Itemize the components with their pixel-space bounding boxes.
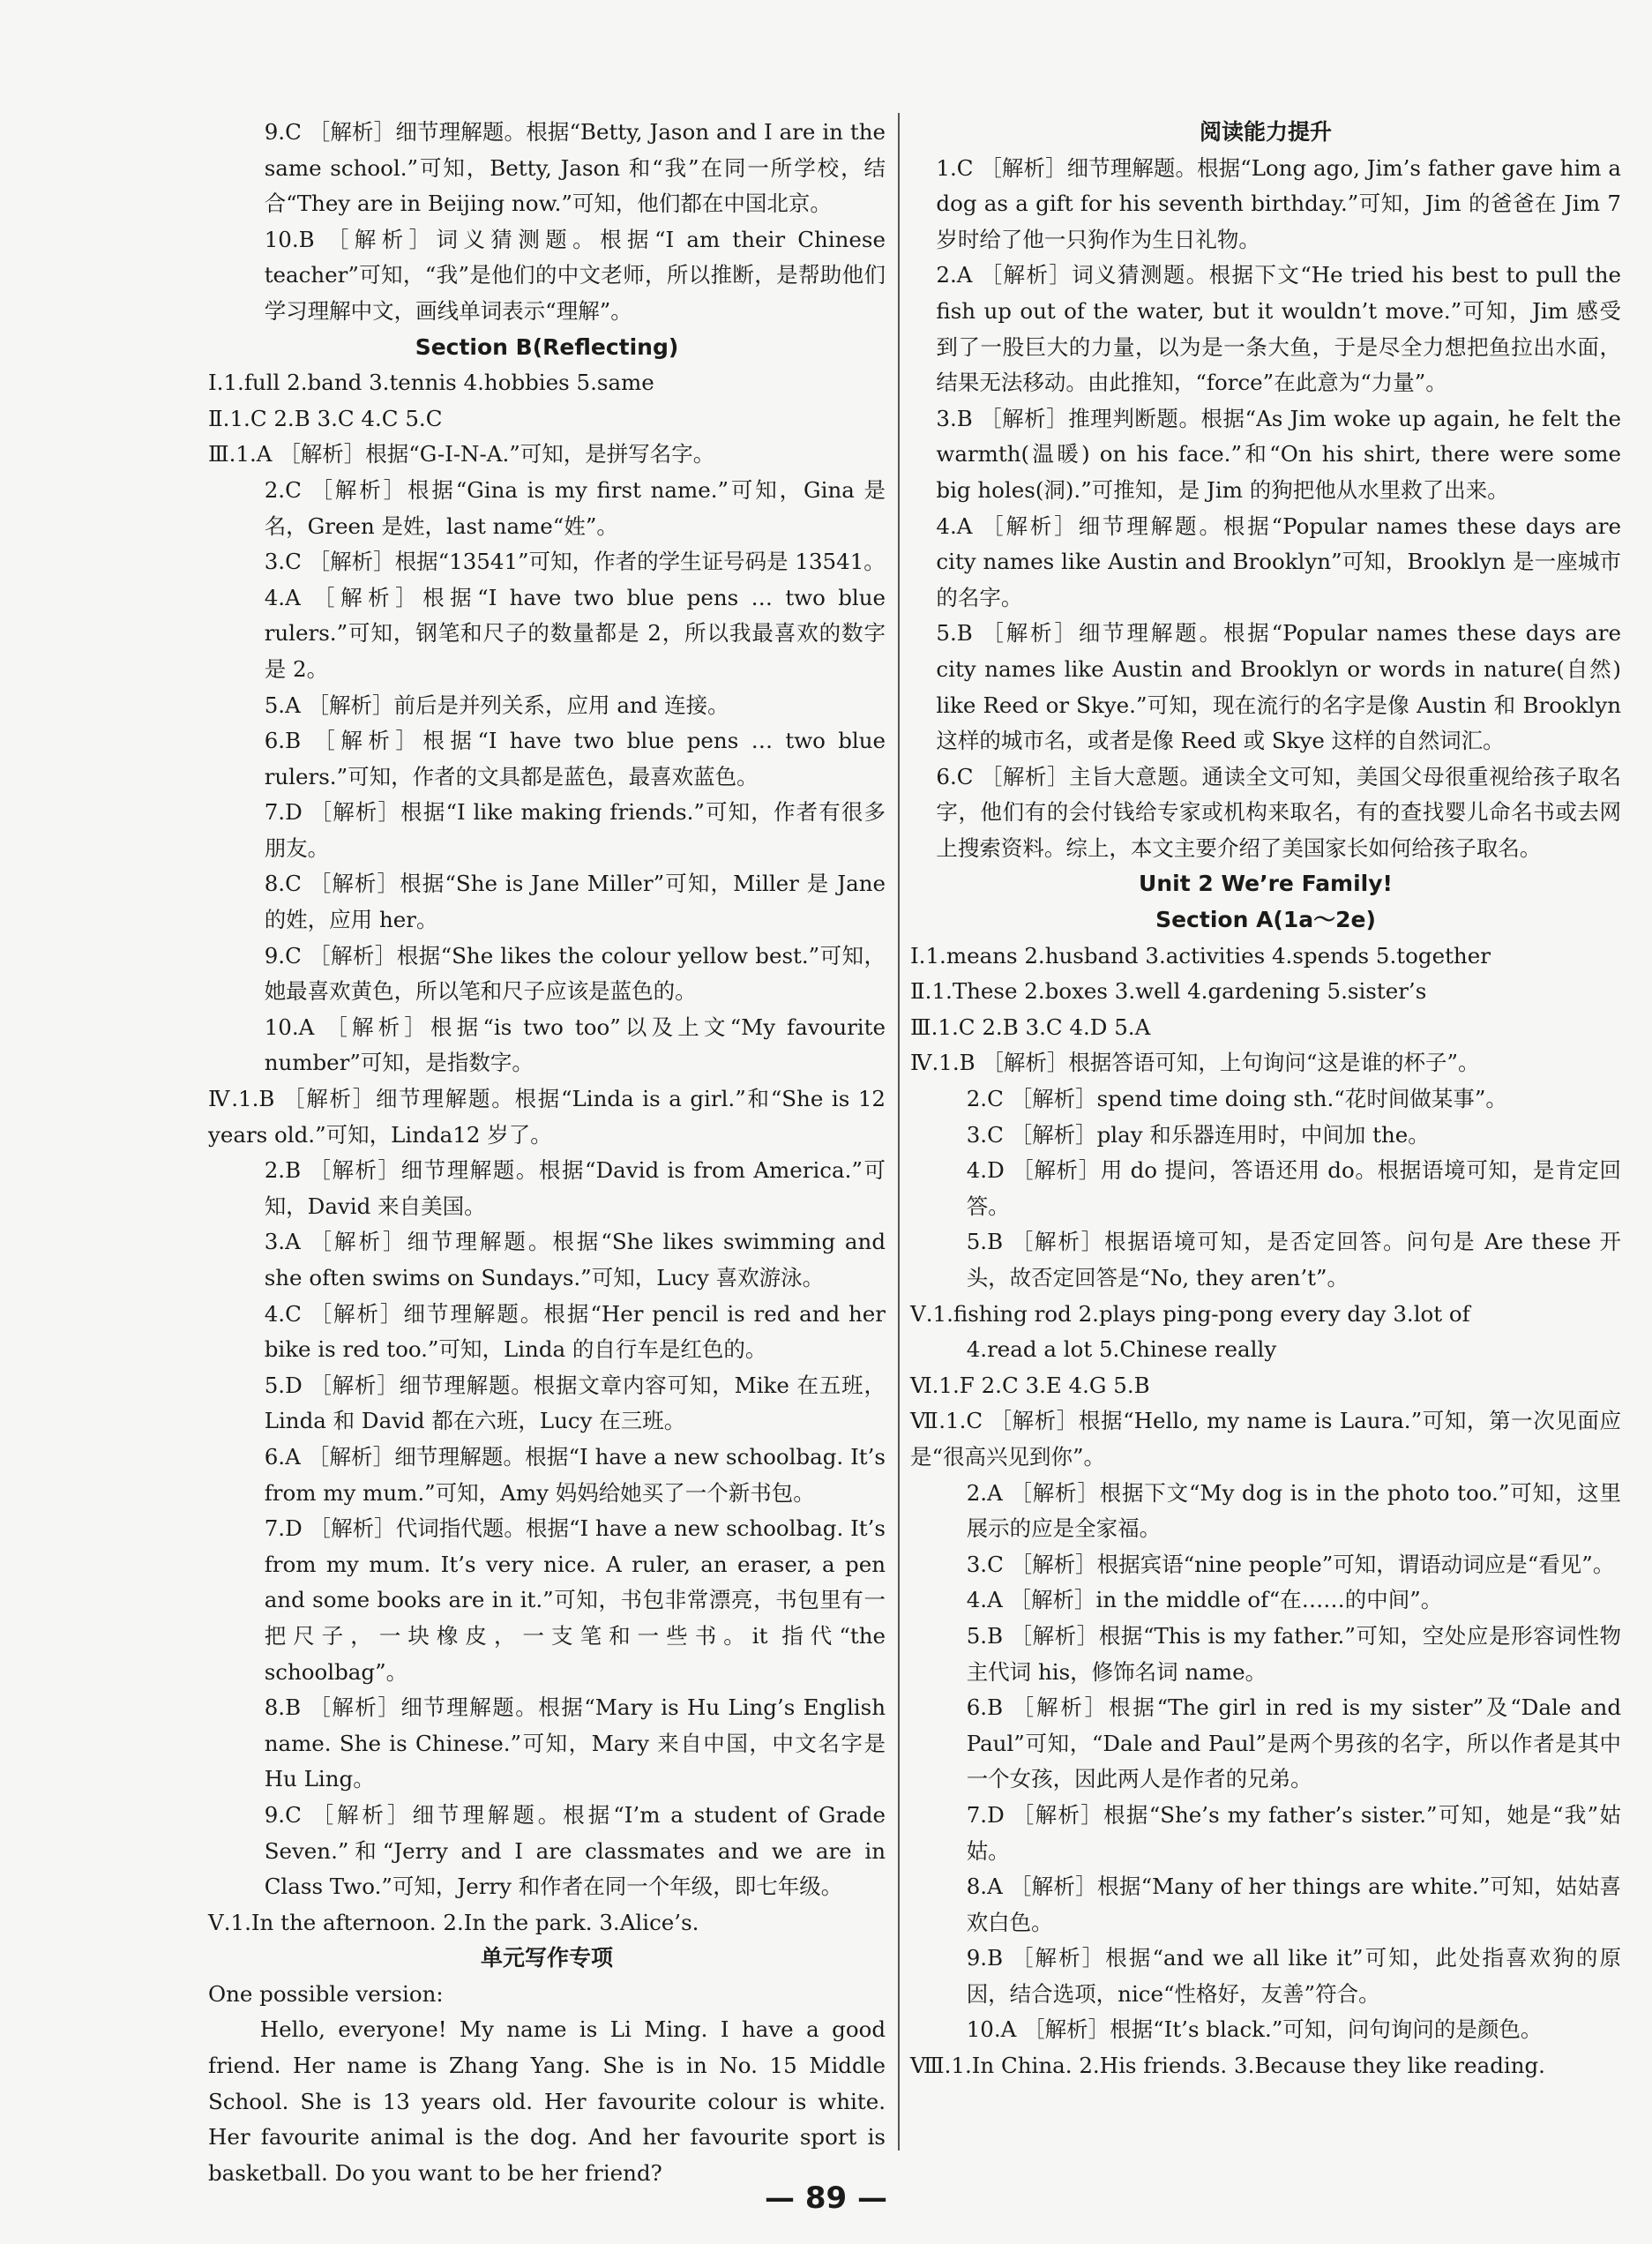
answer-paragraph: Ⅱ.1.C 2.B 3.C 4.C 5.C <box>208 405 443 431</box>
section-heading: Unit 2 We’re Family! <box>1139 871 1393 897</box>
answer-paragraph: 9.C ［解析］细节理解题。根据“I’m a student of Grade Seven.”和“Jerry and I are classmates and we are in Class Two.”可知，Jerry 和作者在同一个年级，即七年级。 <box>264 1801 886 1900</box>
answer-paragraph: Ⅴ.1.fishing rod 2.plays ping-pong every day 3.lot of <box>910 1300 1470 1327</box>
answer-paragraph: 6.B ［解析］根据“The girl in red is my sister”及“Dale and Paul”可知，“Dale and Paul”是两个男孩的名字，所以作者是其中一个女孩，因此两人是作者的兄弟。 <box>966 1694 1621 1792</box>
answer-paragraph: 4.A ［解析］细节理解题。根据“Popular names these days are city names like Austin and Brooklyn”可知，Brooklyn 是一座城市的名字。 <box>936 512 1621 610</box>
answer-paragraph: 7.D ［解析］代词指代题。根据“I have a new schoolbag. It’s from my mum. It’s very nice. A ruler, an eraser, a pen and some books are in it.”可知，书包非常漂亮，书包里有一把尺子，一块橡皮，一支笔和一些书。it 指代“the schoolbag”。 <box>264 1515 886 1685</box>
answer-paragraph: 3.A ［解析］细节理解题。根据“She likes swimming and she often swims on Sundays.”可知，Lucy 喜欢游泳。 <box>264 1229 886 1290</box>
answer-paragraph: 9.C ［解析］细节理解题。根据“Betty, Jason and I are in the same school.”可知，Betty, Jason 和“我”在同一所学校，结合“They are in Beijing now.”可知，他们都在中国北京。 <box>264 119 886 217</box>
answer-paragraph: 3.B ［解析］推理判断题。根据“As Jim woke up again, he felt the warmth(温暖) on his face.”和“On his shirt, there were some big holes(洞).”可推知，是 Jim 的狗把他从水里救了出来。 <box>936 405 1621 503</box>
answer-paragraph: Ⅲ.1.C 2.B 3.C 4.D 5.A <box>910 1014 1151 1040</box>
answer-paragraph: Hello, everyone! My name is Li Ming. I have a good friend. Her name is Zhang Yang. She is in No. 15 Middle School. She is 13 years old. Her favourite colour is white. Her favourite animal is the dog. And her favourite sport is basketball. Do you want to be her friend? <box>208 2016 886 2186</box>
answer-paragraph: 10.B ［解析］词义猜测题。根据“I am their Chinese teacher”可知，“我”是他们的中文老师，所以推断，是帮助他们学习理解中文，画线单词表示“理解”。 <box>264 226 886 324</box>
answer-paragraph: 6.B ［解析］根据“I have two blue pens … two blue rulers.”可知，作者的文具都是蓝色，最喜欢蓝色。 <box>264 728 886 789</box>
answer-paragraph: 9.C ［解析］根据“She likes the colour yellow best.”可知，她最喜欢黄色，所以笔和尺子应该是蓝色的。 <box>264 942 886 1005</box>
answer-paragraph: 3.C ［解析］play 和乐器连用时，中间加 the。 <box>966 1121 1430 1148</box>
answer-paragraph: 10.A ［解析］根据“is two too”以及上文“My favourite number”可知，是指数字。 <box>264 1014 886 1076</box>
answer-paragraph: 4.A ［解析］in the middle of“在……的中间”。 <box>966 1587 1443 1613</box>
answer-paragraph: 8.A ［解析］根据“Many of her things are white.”可知，姑姑喜欢白色。 <box>966 1874 1621 1935</box>
answer-paragraph: 8.C ［解析］根据“She is Jane Miller”可知，Miller 是 Jane 的姓，应用 her。 <box>264 871 886 933</box>
answer-paragraph: Ⅵ.1.F 2.C 3.E 4.G 5.B <box>910 1372 1150 1398</box>
answer-paragraph: Ⅳ.1.B ［解析］根据答语可知，上句询问“这是谁的杯子”。 <box>910 1050 1480 1076</box>
answer-paragraph: 2.A ［解析］根据下文“My dog is in the photo too.”可知，这里展示的应是全家福。 <box>966 1479 1621 1542</box>
answer-paragraph: 2.C ［解析］根据“Gina is my first name.”可知，Gina 是名，Green 是姓，last name“姓”。 <box>264 476 886 539</box>
answer-paragraph: 4.read a lot 5.Chinese really <box>966 1336 1277 1363</box>
answer-paragraph: 1.C ［解析］细节理解题。根据“Long ago, Jim’s father gave him a dog as a gift for his seventh birthday.”可知，Jim 的爸爸在 Jim 7 岁时给了他一只狗作为生日礼物。 <box>936 154 1621 252</box>
right-column <box>910 115 1621 2084</box>
answer-paragraph: Ⅷ.1.In China. 2.His friends. 3.Because they like reading. <box>910 2053 1545 2079</box>
answer-paragraph: 2.B ［解析］细节理解题。根据“David is from America.”可知，David 来自美国。 <box>264 1157 886 1219</box>
answer-paragraph: 9.B ［解析］根据“and we all like it”可知，此处指喜欢狗的原因，结合选项，nice“性格好，友善”符合。 <box>966 1945 1621 2007</box>
answer-paragraph: 8.B ［解析］细节理解题。根据“Mary is Hu Ling’s English name. She is Chinese.”可知，Mary 来自中国，中文名字是 Hu Ling。 <box>264 1694 886 1792</box>
answer-paragraph: 5.D ［解析］细节理解题。根据文章内容可知，Mike 在五班，Linda 和 David 都在六班，Lucy 在三班。 <box>264 1372 886 1434</box>
answer-paragraph: 5.B ［解析］根据语境可知，是否定回答。问句是 Are these 开头，故否定回答是“No, they aren’t”。 <box>966 1229 1621 1290</box>
answer-paragraph: Ⅶ.1.C ［解析］根据“Hello, my name is Laura.”可知，第一次见面应是“很高兴见到你”。 <box>910 1408 1621 1470</box>
answer-paragraph: 4.C ［解析］细节理解题。根据“Her pencil is red and her bike is red too.”可知，Linda 的自行车是红色的。 <box>264 1300 886 1363</box>
answer-paragraph: 5.B ［解析］细节理解题。根据“Popular names these days are city names like Austin and Brooklyn or words in nature(自然) like Reed or Skye.”可知，现在流行的名字是像 Austin 和 Brooklyn 这样的城市名，或者是像 Reed 或 Skye 这样的自然词汇。 <box>936 620 1621 754</box>
answer-paragraph: 5.A ［解析］前后是并列关系，应用 and 连接。 <box>264 692 729 718</box>
answer-paragraph: Ⅰ.1.means 2.husband 3.activities 4.spends 5.together <box>910 942 1491 969</box>
page-number: — 89 — <box>765 2180 887 2216</box>
answer-paragraph: 6.C ［解析］主旨大意题。通读全文可知，美国父母很重视给孩子取名字，他们有的会付钱给专家或机构来取名，有的查找婴儿命名书或去网上搜索资料。综上，本文主要介绍了美国家长如何给孩子取名。 <box>936 763 1621 861</box>
answer-paragraph: 10.A ［解析］根据“It’s black.”可知，问句询问的是颜色。 <box>966 2016 1543 2043</box>
answer-paragraph: Ⅳ.1.B ［解析］细节理解题。根据“Linda is a girl.”和“She is 12 years old.”可知，Linda12 岁了。 <box>208 1086 886 1148</box>
answer-paragraph: One possible version: <box>208 1980 444 2007</box>
answer-paragraph: 3.C ［解析］根据宾语“nine people”可知，谓语动词应是“看见”。 <box>966 1551 1615 1577</box>
left-column <box>208 115 886 2191</box>
section-heading: Section A(1a～2e) <box>1155 907 1376 933</box>
answer-paragraph: 2.C ［解析］spend time doing sth.“花时间做某事”。 <box>966 1086 1507 1112</box>
answer-paragraph: Ⅰ.1.full 2.band 3.tennis 4.hobbies 5.same <box>208 370 654 396</box>
answer-paragraph: 3.C ［解析］根据“13541”可知，作者的学生证号码是 13541。 <box>264 549 886 575</box>
section-heading: 阅读能力提升 <box>1199 119 1332 145</box>
answer-paragraph: 2.A ［解析］词义猜测题。根据下文“He tried his best to pull the fish up out of the water, but it wouldn’t move.”可知，Jim 感受到了一股巨大的力量，以为是一条大鱼，于是尽全力想把鱼拉出水面，结果无法移动。由此推知，“force”在此意为“力量”。 <box>936 262 1621 396</box>
answer-paragraph: 5.B ［解析］根据“This is my father.”可知，空处应是形容词性物主代词 his，修饰名词 name。 <box>966 1622 1621 1685</box>
answer-paragraph: 7.D ［解析］根据“I like making friends.”可知，作者有很多朋友。 <box>264 799 886 861</box>
answer-paragraph: 7.D ［解析］根据“She’s my father’s sister.”可知，她是“我”姑姑。 <box>966 1801 1621 1864</box>
answer-paragraph: 6.A ［解析］细节理解题。根据“I have a new schoolbag. It’s from my mum.”可知，Amy 妈妈给她买了一个新书包。 <box>264 1443 886 1506</box>
column-divider <box>898 113 900 2150</box>
answer-paragraph: 4.D ［解析］用 do 提问，答语还用 do。根据语境可知，是肯定回答。 <box>966 1157 1621 1219</box>
section-heading: Section B(Reflecting) <box>415 333 679 360</box>
answer-paragraph: Ⅱ.1.These 2.boxes 3.well 4.gardening 5.sister’s <box>910 978 1427 1005</box>
answer-paragraph: 4.A ［解析］根据“I have two blue pens … two blue rulers.”可知，钢笔和尺子的数量都是 2，所以我最喜欢的数字是 2。 <box>264 584 886 682</box>
answer-paragraph: Ⅲ.1.A ［解析］根据“G-I-N-A.”可知，是拼写名字。 <box>208 441 715 468</box>
answer-paragraph: Ⅴ.1.In the afternoon. 2.In the park. 3.Alice’s. <box>208 1909 699 1935</box>
section-heading: 单元写作专项 <box>480 1945 613 1971</box>
